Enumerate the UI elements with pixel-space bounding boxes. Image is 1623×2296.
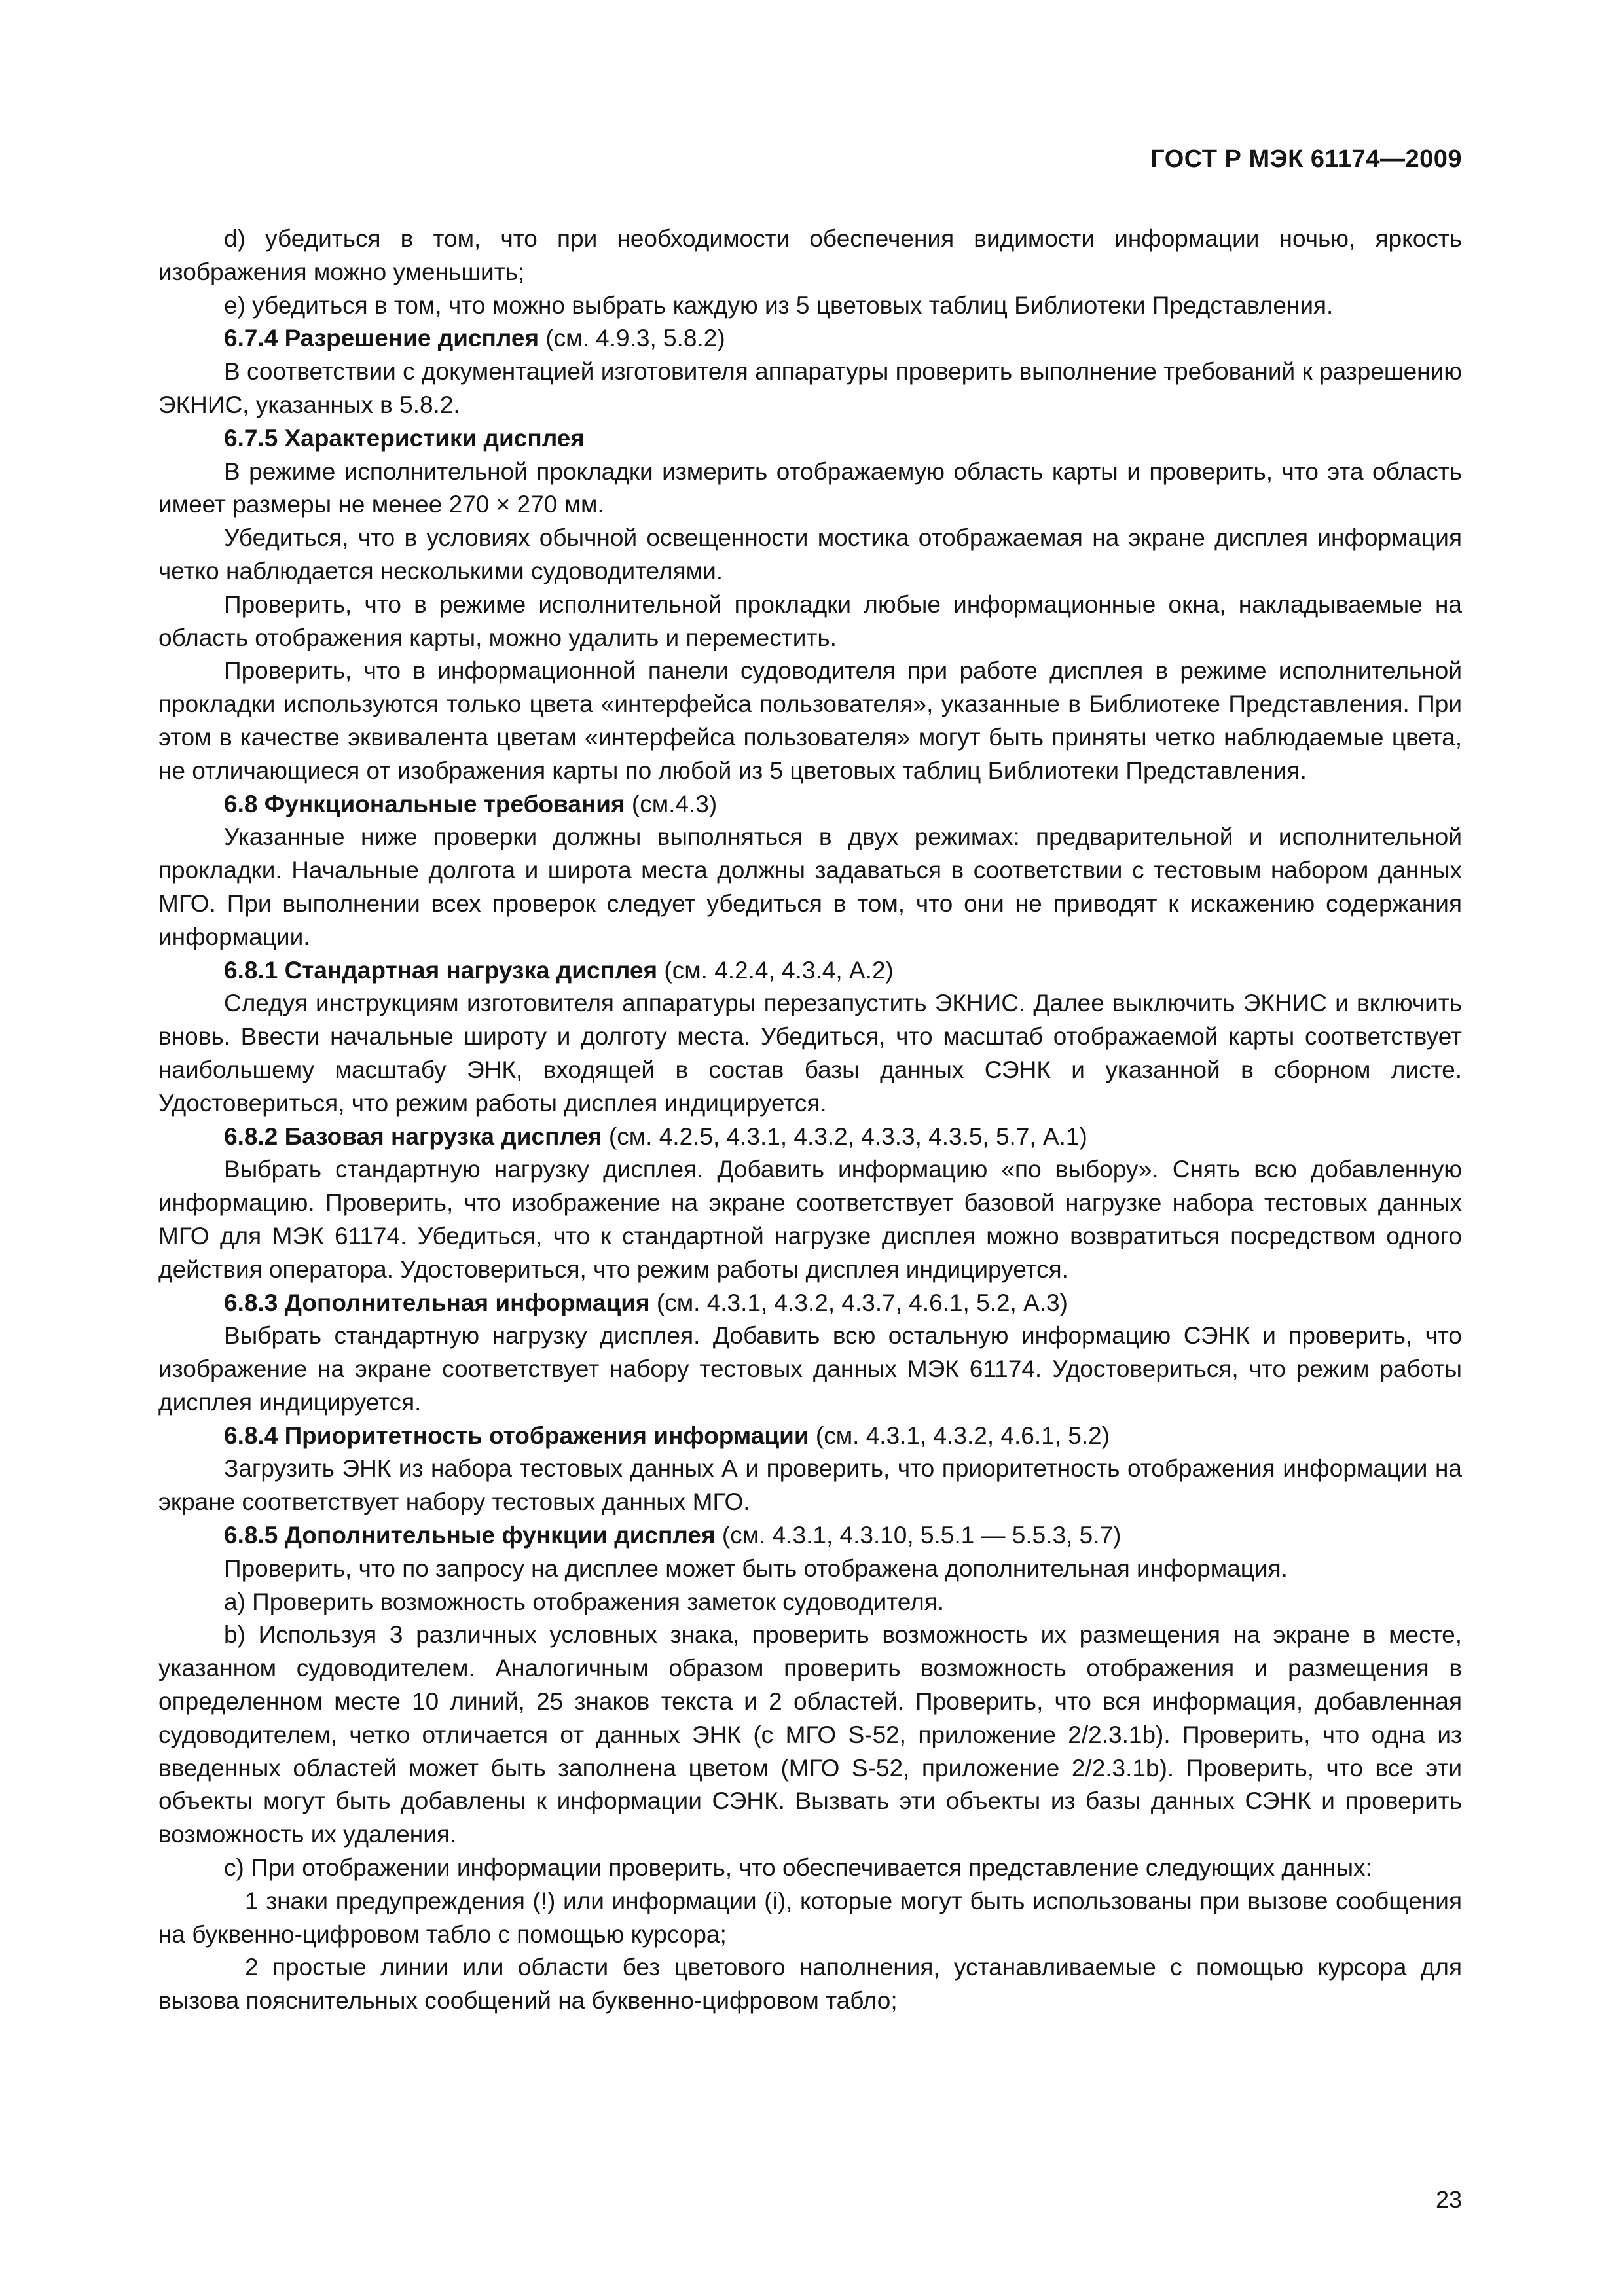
paragraph: Убедиться, что в условиях обычной освещенности мостика отображаемая на экране дисплея информация четко наблюдается несколькими судоводителями. (158, 524, 1462, 584)
section-6-7-5 (158, 422, 1462, 456)
paragraph: Следуя инструкциям изготовителя аппаратуры перезапустить ЭКНИС. Далее выключить ЭКНИС и включить вновь. Ввести начальные широту и долготу места. Убедиться, что масштаб отображаемой карты соответствует наибольшему масштабу ЭНК, входящей в состав базы данных СЭНК и указанной в сборном листе. Удостовериться, что режим работы дисплея индицируется. (158, 990, 1462, 1117)
list-item-b: b) Используя 3 различных условных знака, проверить возможность их размещения на экране в месте, указанном судоводителем. Аналогичным образом проверить возможность отображения и размещения в определенном месте 10 линий, 25 знаков текста и 2 областей. Проверить, что вся информация, добавленная судоводителем, четко отличается от данных ЭНК (с МГО S-52, приложение 2/2.3.1b). Проверить, что одна из введенных областей может быть заполнена цветом (МГО S-52, приложение 2/2.3.1b). Проверить, что все эти объекты могут быть добавлены к информации СЭНК. Вызвать эти объекты из базы данных СЭНК и проверить возможность их удаления. (158, 1621, 1462, 1848)
section-refs: (см. 4.3.1, 4.3.10, 5.5.1 — 5.5.3, 5.7) (715, 1522, 1122, 1549)
paragraph: Выбрать стандартную нагрузку дисплея. Добавить информацию «по выбору». Снять всю добавленную информацию. Проверить, что изображение на экране соответствует базовой нагрузке набора тестовых данных МГО для МЭК 61174. Убедиться, что к стандартной нагрузке дисплея можно возвратиться посредством одного действия оператора. Удостовериться, что режим работы дисплея индицируется. (158, 1156, 1462, 1283)
paragraph: Проверить, что в информационной панели судоводителя при работе дисплея в режиме исполнительной прокладки используются только цвета «интерфейса пользователя», указанные в Библиотеке Представления. При этом в качестве эквивалента цветам «интерфейса пользователя» могут быть приняты четко наблюдаемые цвета, не отличающиеся от изображения карты по любой из 5 цветовых таблиц Библиотеки Представления. (158, 657, 1462, 784)
section-heading: 6.8.2 Базовая нагрузка дисплея (224, 1122, 602, 1150)
document-body (158, 223, 1462, 2018)
list-item-d: d) убедиться в том, что при необходимости обеспечения видимости информации ночью, яркость изображения можно уменьшить; (158, 225, 1462, 285)
section-6-8-1 (158, 954, 1462, 988)
section-refs: (см.4.3) (625, 790, 718, 817)
section-heading: 6.8 Функциональные требования (224, 790, 625, 817)
section-6-8-2 (158, 1121, 1462, 1154)
section-6-7-4 (158, 322, 1462, 355)
sub-item-2: 2 простые линии или области без цветового наполнения, устанавливаемые с помощью курсора для вызова пояснительных сообщений на буквенно-цифровом табло; (158, 1954, 1462, 2015)
section-refs: (см. 4.3.1, 4.3.2, 4.6.1, 5.2) (809, 1422, 1110, 1449)
section-6-8-3 (158, 1287, 1462, 1320)
list-item-c: с) При отображении информации проверить, что обеспечивается представление следующих данных: (224, 1854, 1372, 1882)
section-refs: (см. 4.2.4, 4.3.4, А.2) (657, 956, 894, 984)
paragraph: Указанные ниже проверки должны выполняться в двух режимах: предварительной и исполнительной прокладки. Начальные долгота и широта места должны задаваться в соответствии с тестовым набором данных МГО. При выполнении всех проверок следует убедиться в том, что они не приводят к искажению содержания информации. (158, 823, 1462, 950)
list-item-e: е) убедиться в том, что можно выбрать каждую из 5 цветовых таблиц Библиотеки Представления. (224, 291, 1334, 319)
document-header: ГОСТ Р МЭК 61174—2009 (1150, 145, 1462, 173)
section-refs: (см. 4.2.5, 4.3.1, 4.3.2, 4.3.3, 4.3.5, 5.7, А.1) (602, 1122, 1087, 1150)
section-heading: 6.7.5 Характеристики дисплея (224, 424, 585, 452)
section-6-8 (158, 788, 1462, 821)
section-heading: 6.8.5 Дополнительные функции дисплея (224, 1522, 716, 1549)
section-heading: 6.7.4 Разрешение дисплея (224, 325, 539, 352)
section-heading: 6.8.1 Стандартная нагрузка дисплея (224, 956, 658, 984)
paragraph: Проверить, что по запросу на дисплее может быть отображена дополнительная информация. (224, 1554, 1288, 1582)
paragraph: Загрузить ЭНК из набора тестовых данных А и проверить, что приоритетность отображения информации на экране соответствует набору тестовых данных МГО. (158, 1455, 1462, 1516)
section-6-8-5 (158, 1519, 1462, 1552)
page-number: 23 (1435, 2186, 1462, 2213)
section-6-8-4 (158, 1420, 1462, 1453)
section-refs: (см. 4.9.3, 5.8.2) (539, 325, 725, 352)
sub-item-1: 1 знаки предупреждения (!) или информации (i), которые могут быть использованы при вызове сообщения на буквенно-цифровом табло с помощью курсора; (158, 1887, 1462, 1948)
section-heading: 6.8.3 Дополнительная информация (224, 1289, 650, 1316)
paragraph: Выбрать стандартную нагрузку дисплея. Добавить всю остальную информацию СЭНК и проверить, что изображение на экране соответствует набору тестовых данных МЭК 61174. Удостовериться, что режим работы дисплея индицируется. (158, 1322, 1462, 1416)
paragraph: В соответствии с документацией изготовителя аппаратуры проверить выполнение требований к разрешению ЭКНИС, указанных в 5.8.2. (158, 358, 1462, 418)
list-item-a: а) Проверить возможность отображения заметок судоводителя. (224, 1588, 945, 1615)
paragraph: В режиме исполнительной прокладки измерить отображаемую область карты и проверить, что эта область имеет размеры не менее 270 × 270 мм. (158, 457, 1462, 518)
section-refs: (см. 4.3.1, 4.3.2, 4.3.7, 4.6.1, 5.2, А.3) (649, 1289, 1068, 1316)
section-heading: 6.8.4 Приоритетность отображения информации (224, 1422, 809, 1449)
paragraph: Проверить, что в режиме исполнительной прокладки любые информационные окна, накладываемые на область отображения карты, можно удалить и переместить. (158, 590, 1462, 651)
